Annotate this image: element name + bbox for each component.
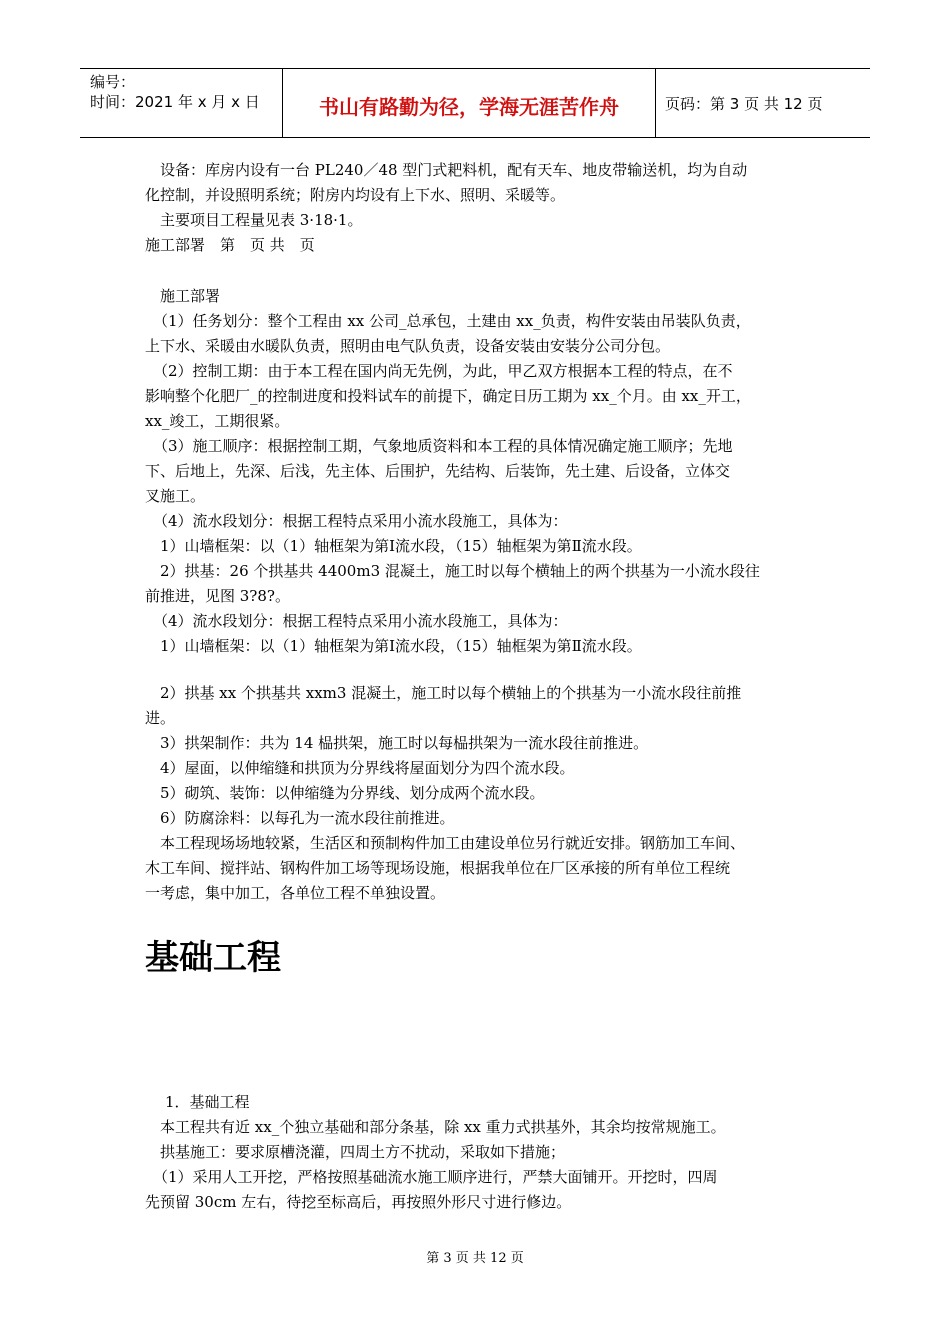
paragraph-line: 化控制，并设照明系统；附房内均设有上下水、照明、采暖等。 — [145, 186, 566, 204]
paragraph-line: 影响整个化肥厂_的控制进度和投料试车的前提下，确定日历工期为 xx_个月。由 xx_开工， — [145, 387, 751, 405]
paragraph-line: 主要项目工程量见表 3·18·1。 — [160, 211, 363, 229]
paragraph-line: （3）施工顺序：根据控制工期，气象地质资料和本工程的具体情况确定施工顺序；先地 — [153, 437, 733, 455]
paragraph-line: 上下水、采暖由水暖队负责，照明由电气队负责，设备安装由安装分公司分包。 — [145, 337, 671, 355]
paragraph-line: 木工车间、搅拌站、钢构件加工场等现场设施，根据我单位在厂区承接的所有单位工程统 — [145, 859, 731, 877]
paragraph-line: 4）屋面，以伸缩缝和拱顶为分界线将屋面划分为四个流水段。 — [160, 759, 575, 777]
paragraph-line: （4）流水段划分：根据工程特点采用小流水段施工，具体为： — [153, 612, 568, 630]
paragraph-line: 2）拱基 xx 个拱基共 xxm3 混凝土，施工时以每个横轴上的个拱基为一小流水段往前推 — [160, 684, 742, 702]
section-title: 施工部署 — [160, 287, 221, 305]
paragraph-line: 设备：库房内设有一台 PL240／48 型门式耙料机，配有天车、地皮带输送机，均为自动 — [160, 161, 748, 179]
section-title: 1．基础工程 — [165, 1093, 250, 1111]
paragraph-line: 叉施工。 — [145, 487, 206, 505]
paragraph-line: 本工程现场场地较紧，生活区和预制构件加工由建设单位另行就近安排。钢筋加工车间、 — [160, 834, 746, 852]
paragraph-line: 6）防腐涂料：以每孔为一流水段往前推进。 — [160, 809, 455, 827]
paragraph-line: 前推进，见图 3?8?。 — [145, 587, 290, 605]
paragraph-line: 3）拱架制作：共为 14 榀拱架，施工时以每榀拱架为一流水段往前推进。 — [160, 734, 649, 752]
document-date-label: 时间：2021 年 x 月 x 日 — [90, 93, 260, 111]
paragraph-line: 1）山墙框架：以（1）轴框架为第Ⅰ流水段，（15）轴框架为第Ⅱ流水段。 — [160, 537, 642, 555]
document-number-label: 编号： — [90, 73, 136, 91]
paragraph-line: 1）山墙框架：以（1）轴框架为第Ⅰ流水段，（15）轴框架为第Ⅱ流水段。 — [160, 637, 642, 655]
paragraph-line: 2）拱基：26 个拱基共 4400m3 混凝土，施工时以每个横轴上的两个拱基为一小流水段往 — [160, 562, 760, 580]
header-motto-cell — [282, 69, 656, 137]
paragraph-line: 施工部署 第 页 共 页 — [145, 236, 315, 254]
equipment-section — [145, 158, 825, 258]
header-motto: 书山有路勤为径，学海无涯苦作舟 — [319, 95, 619, 119]
page-header — [80, 68, 870, 138]
paragraph-line: xx_竣工，工期很紧。 — [145, 412, 290, 430]
paragraph-line: （2）控制工期：由于本工程在国内尚无先例，为此，甲乙双方根据本工程的特点，在不 — [153, 362, 733, 380]
flow-segment-section — [145, 681, 825, 906]
paragraph-line: 本工程共有近 xx_个独立基础和部分条基，除 xx 重力式拱基外，其余均按常规施工。 — [160, 1118, 726, 1136]
header-meta-cell — [80, 69, 282, 137]
paragraph-line: （4）流水段划分：根据工程特点采用小流水段施工，具体为： — [153, 512, 568, 530]
foundation-section — [145, 1090, 825, 1215]
paragraph-line: 进。 — [145, 709, 176, 727]
header-page-cell — [655, 69, 870, 137]
paragraph-line: 5）砌筑、装饰：以伸缩缝为分界线、划分成两个流水段。 — [160, 784, 545, 802]
paragraph-line: 下、后地上，先深、后浅，先主体、后围护，先结构、后装饰，先土建、后设备，立体交 — [145, 462, 731, 480]
page-footer: 第 3 页 共 12 页 — [426, 1251, 524, 1266]
paragraph-line: 一考虑，集中加工，各单位工程不单独设置。 — [145, 884, 446, 902]
section-heading: 基础工程 — [145, 938, 281, 978]
paragraph-line: （1）任务划分：整个工程由 xx 公司_总承包，土建由 xx_负责，构件安装由吊装队负责， — [153, 312, 751, 330]
paragraph-line: （1）采用人工开挖，严格按照基础流水施工顺序进行，严禁大面铺开。开挖时，四周 — [153, 1168, 718, 1186]
paragraph-line: 先预留 30cm 左右，待挖至标高后，再按照外形尺寸进行修边。 — [145, 1193, 572, 1211]
header-page-info: 页码：第 3 页 共 12 页 — [665, 95, 823, 113]
paragraph-line: 拱基施工：要求原槽浇灌，四周土方不扰动，采取如下措施； — [160, 1143, 566, 1161]
construction-plan-section — [145, 284, 825, 659]
